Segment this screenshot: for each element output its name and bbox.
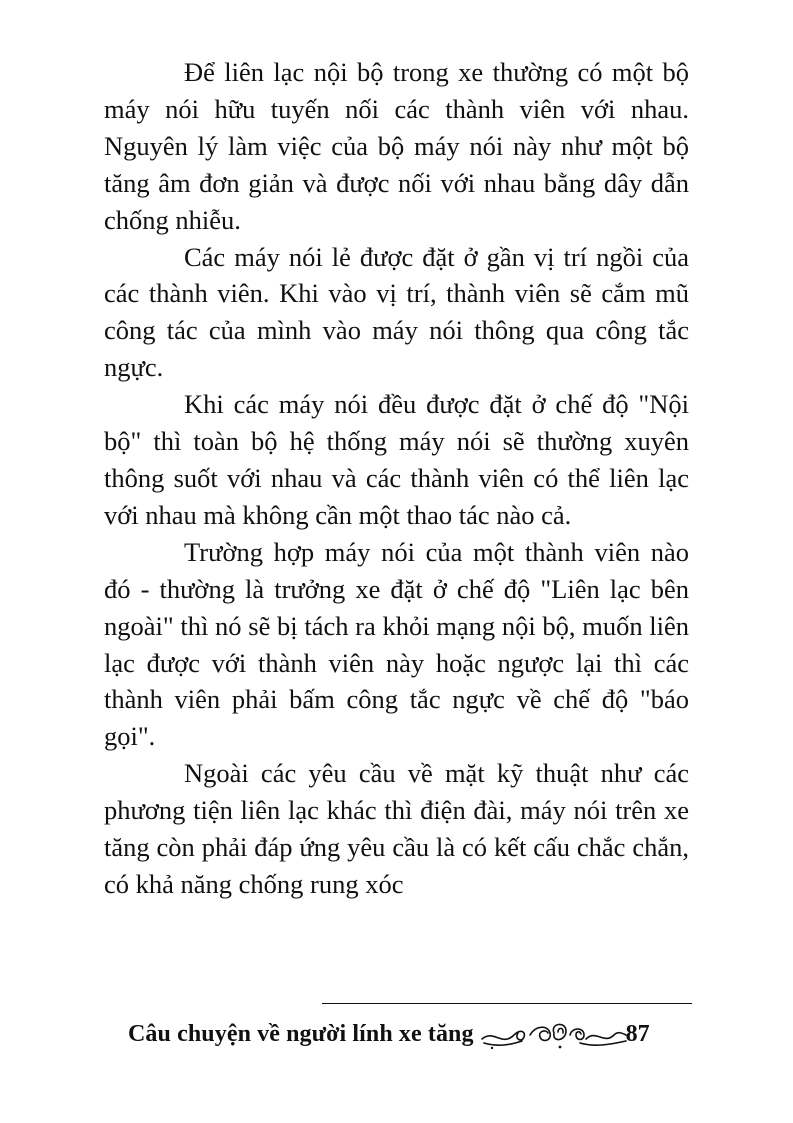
- page-number: 87: [625, 1020, 650, 1047]
- page-footer: [128, 1014, 693, 1054]
- paragraph: Để liên lạc nội bộ trong xe thường có một bộ máy nói hữu tuyến nối các thành viên với nhau. Nguyên lý làm việc của bộ máy nói này như một bộ tăng âm đơn giản và được nối với nhau bằng dây dẫn chống nhiễu.: [104, 57, 689, 235]
- footer-rule: [322, 1003, 692, 1004]
- paragraph: Khi các máy nói đều được đặt ở chế độ "Nội bộ" thì toàn bộ hệ thống máy nói sẽ thường xuyên thông suốt với nhau và các thành viên có thể liên lạc với nhau mà không cần một thao tác nào cả.: [104, 389, 689, 530]
- paragraph: Các máy nói lẻ được đặt ở gần vị trí ngồi của các thành viên. Khi vào vị trí, thành viên sẽ cắm mũ công tác của mình vào máy nói thông qua công tắc ngực.: [104, 241, 689, 383]
- paragraph: Ngoài các yêu cầu về mặt kỹ thuật như các phương tiện liên lạc khác thì điện đài, máy nói trên xe tăng còn phải đáp ứng yêu cầu là có kết cấu chắc chắn, có khả năng chống rung xóc: [104, 758, 689, 899]
- book-title: Câu chuyện về người lính xe tăng: [128, 1020, 474, 1047]
- decorative-swirl-icon: [480, 1017, 628, 1051]
- page-body: [104, 54, 689, 903]
- paragraph: Trường hợp máy nói của một thành viên nào đó - thường là trưởng xe đặt ở chế độ "Liên lạc bên ngoài" thì nó sẽ bị tách ra khỏi mạng nội bộ, muốn liên lạc được với thành viên này hoặc ngược lại thì các thành viên phải bấm công tắc ngực về chế độ "báo gọi".: [104, 536, 689, 752]
